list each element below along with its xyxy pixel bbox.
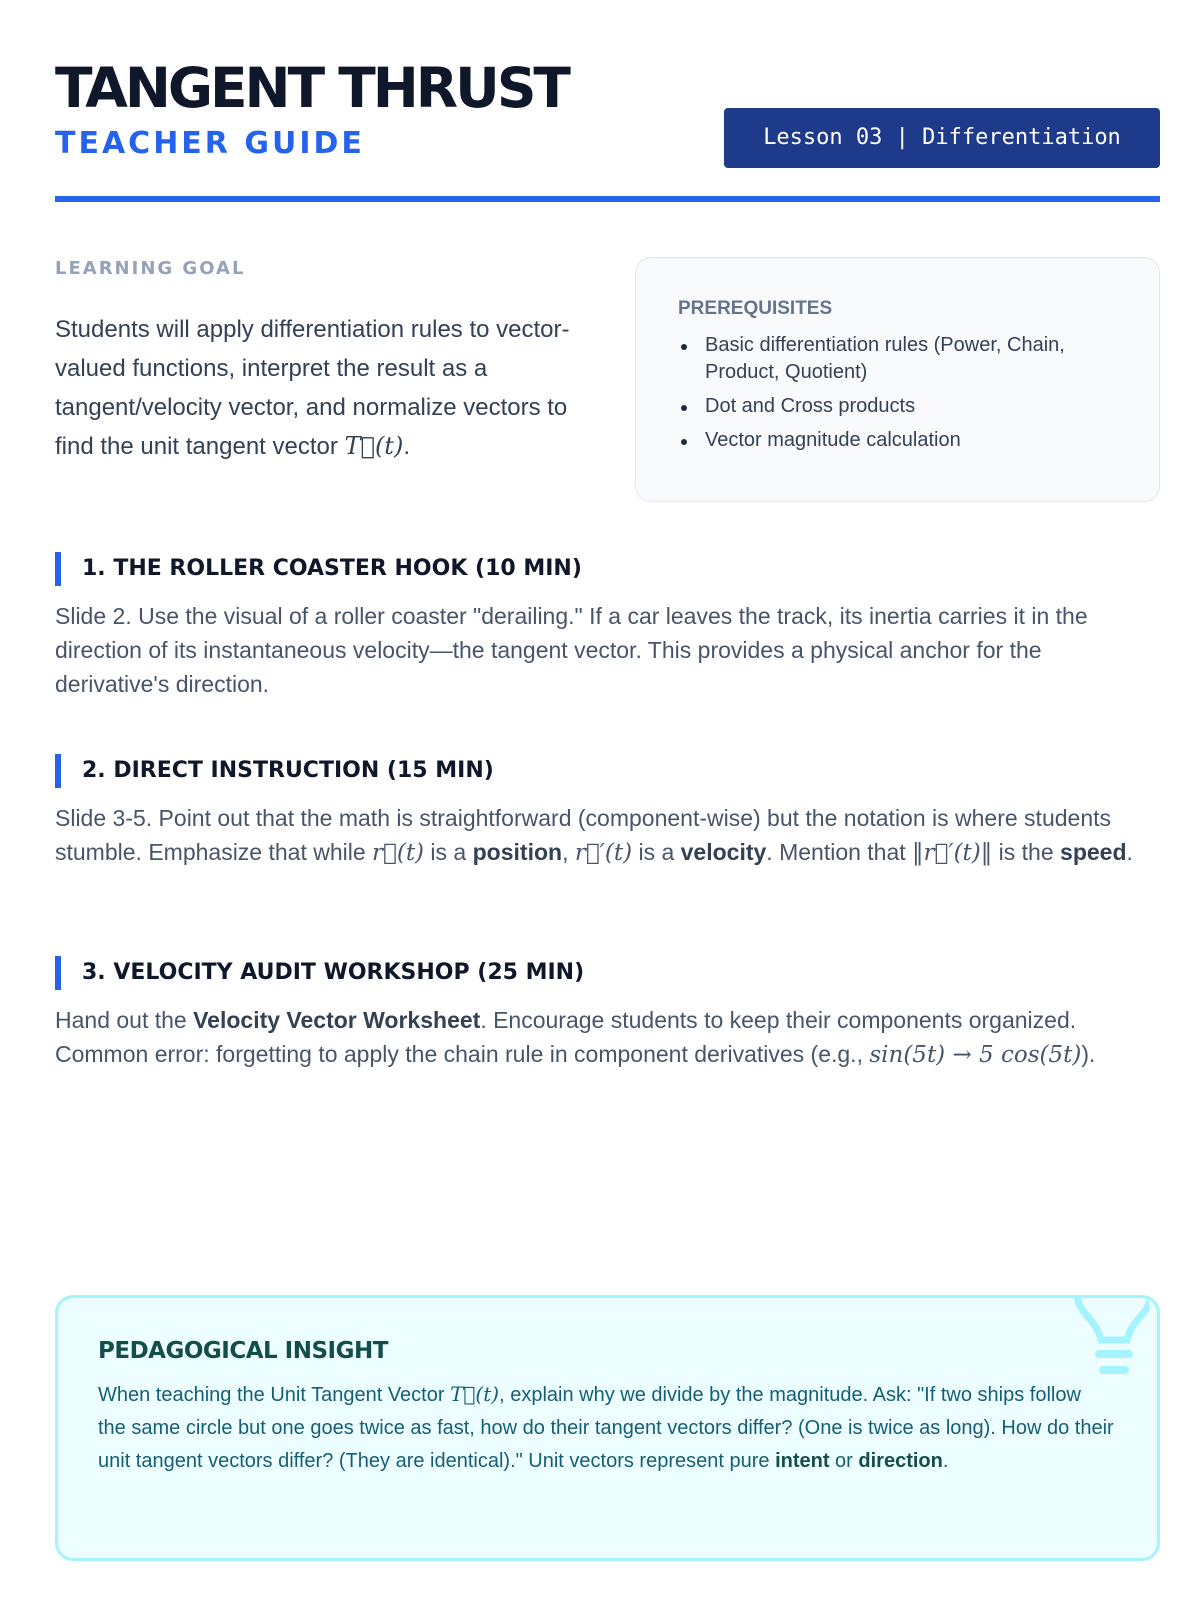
prerequisites-list — [678, 332, 1129, 454]
body-text: ). — [1081, 1041, 1096, 1067]
prerequisites-card — [635, 257, 1160, 502]
section-title: 2. DIRECT INSTRUCTION (15 MIN) — [82, 758, 494, 783]
section-heading — [55, 754, 1160, 788]
learning-goal-text-end: . — [403, 433, 410, 460]
body-text: is a — [424, 839, 473, 865]
insight-title: PEDAGOGICAL INSIGHT — [98, 1338, 388, 1364]
math-speed: ‖r⃗′(t)‖ — [912, 840, 993, 866]
prerequisite-item: Dot and Cross products — [678, 393, 1129, 420]
body-text: . — [942, 1450, 949, 1472]
bold-term: speed — [1060, 839, 1127, 865]
math-position: r⃗(t) — [372, 840, 425, 866]
section-accent-bar — [55, 956, 61, 990]
bold-term: direction — [858, 1450, 943, 1472]
lightbulb-icon — [1069, 1295, 1149, 1382]
bold-term: velocity — [680, 839, 767, 865]
lesson-badge: Lesson 03 | Differentiation — [724, 108, 1160, 168]
page-header — [55, 56, 1160, 202]
learning-goal-text-part: Students will apply differentiation rules to vector-valued functions, interpret the result as a tangent/velocity vector, and normalize vectors to find the unit tangent vector — [55, 316, 570, 460]
body-text: . Encourage students to keep their components organized. Common error: forgetting to apply the chain rule in component derivatives (e.g., — [55, 1007, 1077, 1067]
section-direct-instruction — [55, 754, 1160, 870]
section-title: 3. VELOCITY AUDIT WORKSHOP (25 MIN) — [82, 960, 585, 985]
math-unit-tangent: T⃗(t) — [344, 432, 404, 460]
prerequisites-title: PREREQUISITES — [678, 298, 833, 319]
page-title: TANGENT THRUST — [55, 56, 568, 120]
insight-body — [98, 1378, 1114, 1478]
section-body — [55, 801, 1160, 870]
bold-term: intent — [775, 1450, 830, 1472]
bold-term: position — [472, 839, 563, 865]
body-text: , explain why we divide by the magnitude. Ask: "If two ships follow the same circle but one goes twice as fast, how do their tangent vectors differ? (One is twice as long). How do their unit tangent vectors differ? (They are identical)." Unit vectors represent pure — [98, 1384, 1114, 1472]
body-text: . — [1126, 839, 1133, 865]
prerequisite-item: Basic differentiation rules (Power, Chain, Product, Quotient) — [678, 332, 1129, 386]
section-roller-coaster-hook — [55, 552, 1160, 701]
prerequisite-item: Vector magnitude calculation — [678, 427, 1129, 454]
section-title: 1. THE ROLLER COASTER HOOK (10 MIN) — [82, 556, 582, 581]
math-velocity: r⃗′(t) — [574, 840, 633, 866]
body-text: is the — [992, 839, 1061, 865]
body-text: or — [829, 1450, 859, 1472]
body-text: Hand out the — [55, 1007, 194, 1033]
section-accent-bar — [55, 754, 61, 788]
section-heading — [55, 552, 1160, 586]
learning-goal-text — [55, 310, 585, 466]
math-unit-tangent: T⃗(t) — [450, 1382, 500, 1406]
pedagogical-insight-card — [55, 1295, 1160, 1561]
header-divider — [55, 196, 1160, 202]
section-velocity-audit — [55, 956, 1160, 1072]
section-heading — [55, 956, 1160, 990]
bold-term: Velocity Vector Worksheet — [193, 1007, 481, 1033]
body-text: , — [562, 839, 575, 865]
body-text: When teaching the Unit Tangent Vector — [98, 1384, 451, 1406]
body-text: is a — [632, 839, 681, 865]
page-subtitle: TEACHER GUIDE — [55, 126, 365, 161]
section-accent-bar — [55, 552, 61, 586]
body-text: Slide 3-5. Point out that the math is straightforward (component-wise) but the notation is where students stumble. Emphasize that while — [55, 805, 1112, 865]
section-body: Slide 2. Use the visual of a roller coaster "derailing." If a car leaves the track, its inertia carries it in the direction of its instantaneous velocity—the tangent vector. This provides a physical anchor for the derivative's direction. — [55, 603, 1088, 697]
learning-goal-label: LEARNING GOAL — [55, 258, 246, 279]
section-body — [55, 1003, 1160, 1072]
math-chain-rule-example: sin(5t) → 5 cos(5t) — [869, 1042, 1082, 1068]
body-text: . Mention that — [766, 839, 913, 865]
